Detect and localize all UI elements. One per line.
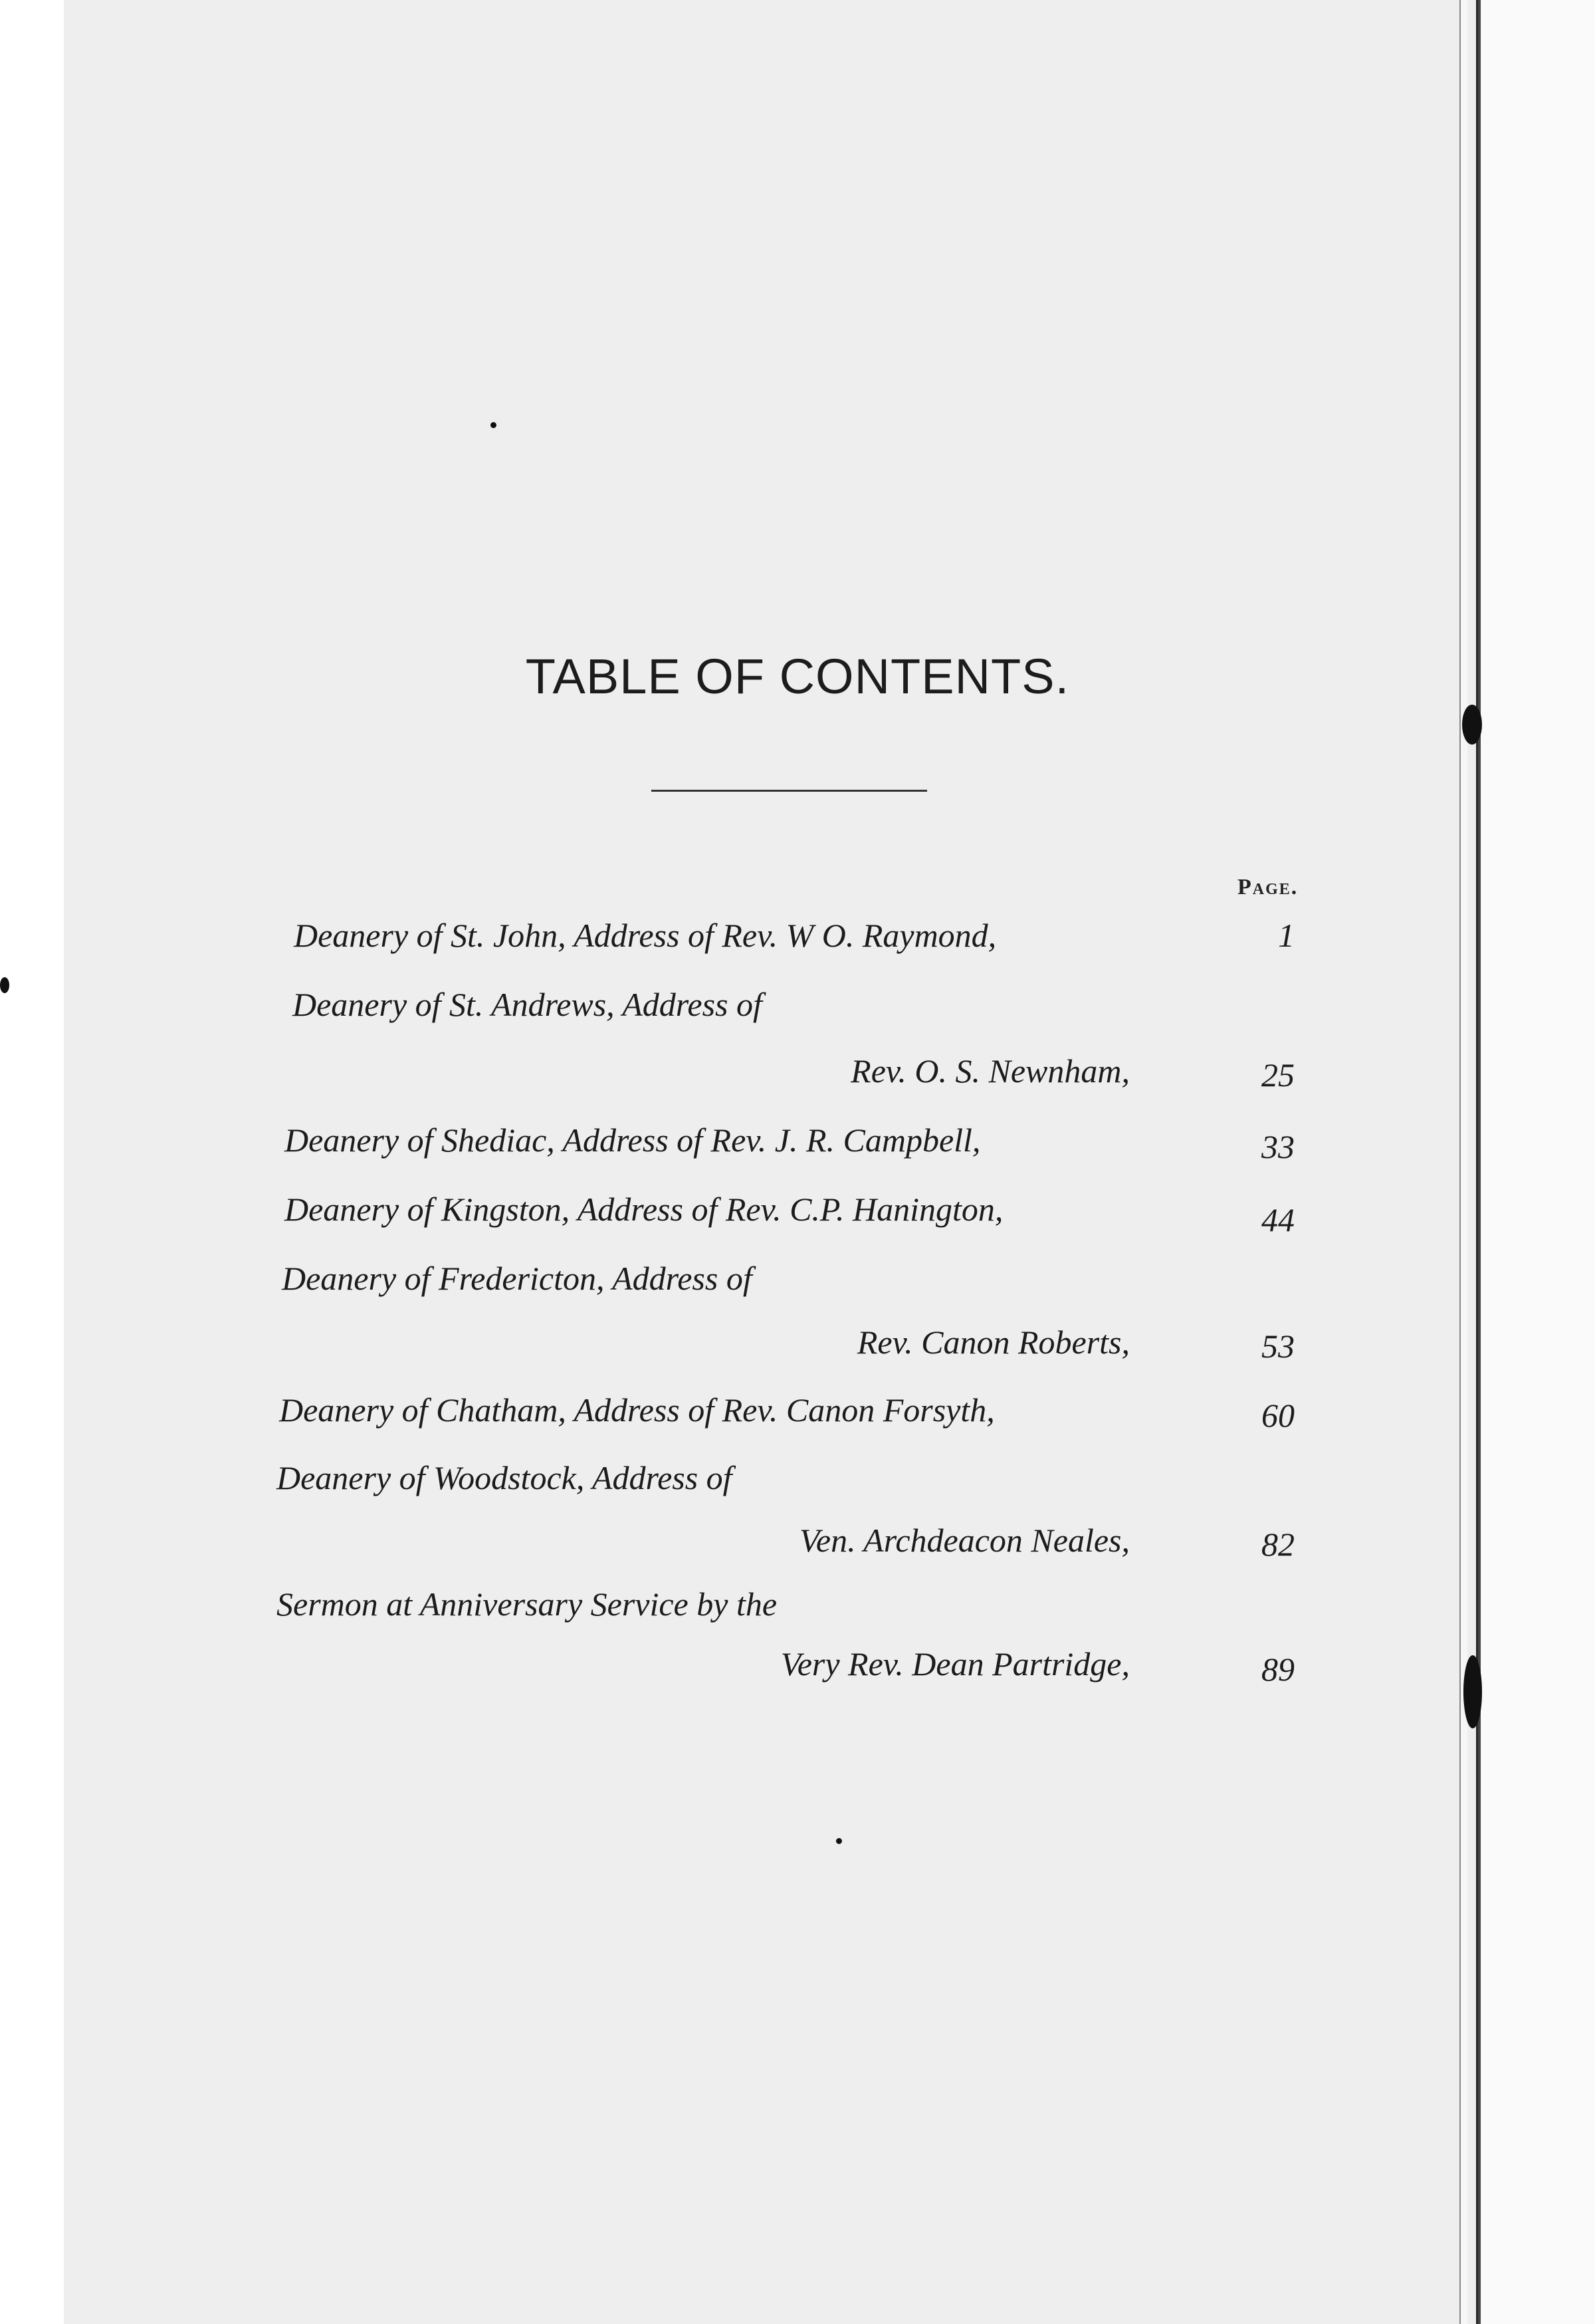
margin-mark	[0, 977, 9, 993]
toc-entry-continuation: Very Rev. Dean Partridge,	[780, 1645, 1130, 1683]
toc-entry-text: Deanery of Kingston, Address of Rev. C.P. Hanington,	[284, 1191, 1004, 1228]
toc-page-number: 33	[1261, 1128, 1295, 1165]
toc-entry-text: Deanery of Chatham, Address of Rev. Canon Forsyth,	[279, 1391, 995, 1429]
speck	[490, 422, 496, 428]
toc-page-number: 44	[1261, 1201, 1295, 1238]
toc-entry-text: Deanery of Woodstock, Address of	[276, 1459, 732, 1496]
binding-blot-top	[1462, 705, 1482, 745]
toc-entry-text: Deanery of St. Andrews, Address of	[292, 986, 762, 1023]
toc-entry-continuation: Rev. O. S. Newnham,	[851, 1052, 1130, 1090]
toc-entry-text: Deanery of St. John, Address of Rev. W O. Raymond,	[294, 917, 997, 954]
toc-page-number: 89	[1261, 1651, 1295, 1688]
toc-page-number: 1	[1278, 917, 1295, 954]
toc-entry-text: Sermon at Anniversary Service by the	[276, 1585, 778, 1623]
binding-blot-bottom	[1463, 1655, 1482, 1728]
adjacent-page-strip	[1478, 0, 1595, 2324]
toc-page-number: 53	[1261, 1328, 1295, 1365]
toc-entry-continuation: Rev. Canon Roberts,	[857, 1324, 1130, 1361]
toc-page-number: 82	[1261, 1526, 1295, 1563]
page-title: TABLE OF CONTENTS.	[525, 649, 1070, 704]
page-column-heading: Page.	[1237, 875, 1299, 899]
toc-entry-text: Deanery of Fredericton, Address of	[282, 1260, 752, 1297]
speck	[836, 1838, 842, 1844]
toc-page-number: 25	[1261, 1056, 1295, 1094]
toc-page-number: 60	[1261, 1397, 1295, 1434]
toc-entry-continuation: Ven. Archdeacon Neales,	[799, 1522, 1130, 1559]
toc-entry-text: Deanery of Shediac, Address of Rev. J. R. Campbell,	[284, 1121, 981, 1159]
title-rule	[651, 790, 927, 792]
page-edge	[1459, 0, 1467, 2324]
